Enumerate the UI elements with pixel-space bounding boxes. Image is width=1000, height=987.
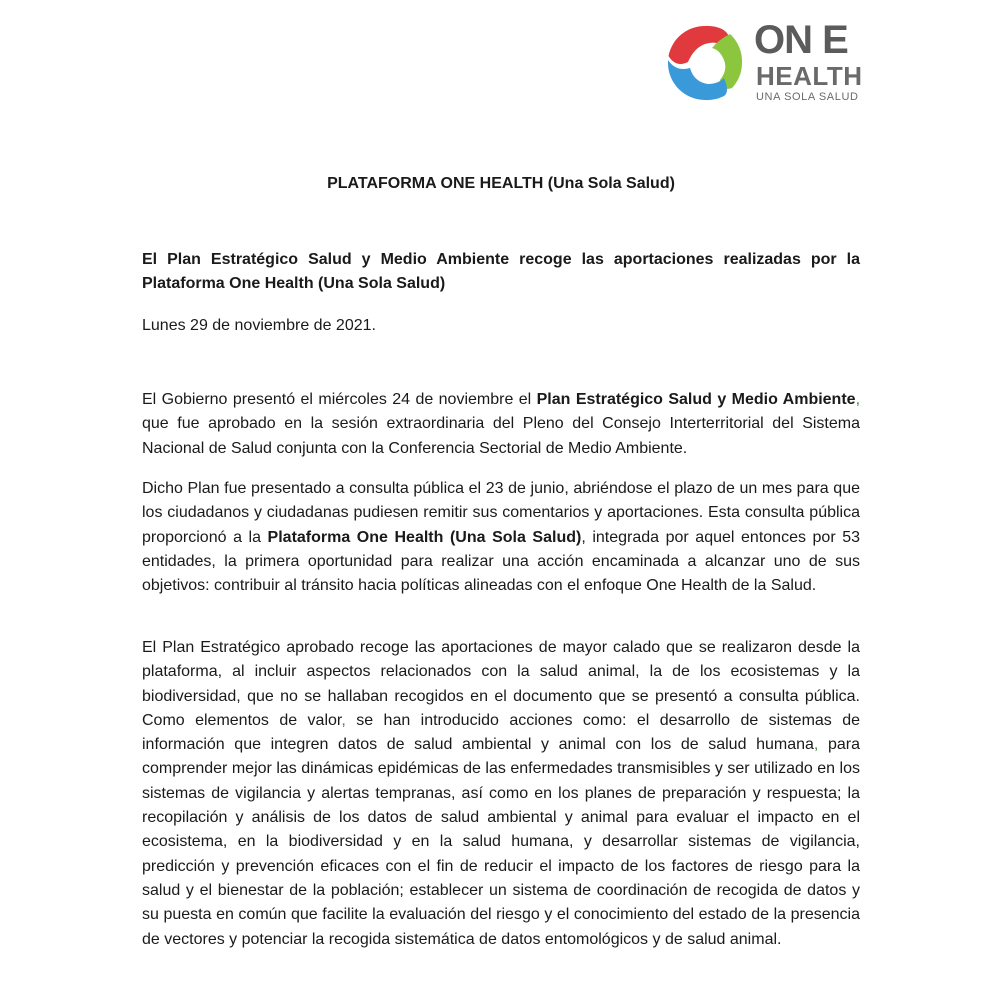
- p1-comma: ,: [855, 391, 861, 408]
- paragraph-3: [142, 636, 860, 952]
- p3-comma-1: ,: [341, 711, 346, 729]
- one-health-logo: [664, 18, 864, 104]
- document-date: Lunes 29 de noviembre de 2021.: [142, 317, 376, 334]
- p1-text-d: que fue aprobado en la sesión extraordinaria del Pleno del Consejo Interterritorial del Sistema Nacional de Salud conjunta con la Conferencia Sectorial de Medio Ambiente.: [142, 415, 860, 457]
- logo-word-sub: UNA SOLA SALUD: [756, 91, 859, 103]
- p2-text-c: , integrada por aquel entonces por 53 entidades, la primera oportunidad para realizar una acción encaminada a alcanzar uno de sus objetivos: contribuir al tránsito hacia políticas alineadas con el enfoque One Health de la Salud.: [142, 528, 861, 595]
- p1-text-a: El Gobierno presentó el miércoles 24 de noviembre el: [142, 391, 537, 408]
- logo-word-one: ON E: [754, 18, 848, 62]
- document-subtitle: El Plan Estratégico Salud y Medio Ambiente recoge las aportaciones realizadas por la Plataforma One Health (Una Sola Salud): [142, 251, 860, 292]
- p2-platform-name: Plataforma One Health (Una Sola Salud): [267, 528, 582, 546]
- one-health-logo-mark-icon: [664, 22, 746, 104]
- document-title: PLATAFORMA ONE HEALTH (Una Sola Salud): [327, 175, 675, 192]
- p2-text-a: Dicho Plan fue presentado a consulta pública el 23 de junio, abriéndose el plazo de un mes para que los ciudadanos y ciudadanas pudiesen remitir sus comentarios y aportaciones. Esta consulta pública proporcionó a la: [142, 480, 860, 546]
- p3-text-c: se han introducido acciones como: el desarrollo de sistemas de información que integren datos de salud ambiental y animal con los de salud humana: [142, 711, 861, 754]
- p3-text-a: El Plan Estratégico aprobado recoge las aportaciones de mayor calado que se realizaron desde la plataforma, al incluir aspectos relacionados con la salud animal, la de los ecosistemas y la biodiversidad, que no se hallaban recogidos en el documento que se presentó a consulta pública. Como elementos de valor: [142, 639, 860, 729]
- p3-text-e: para comprender mejor las dinámicas epidémicas de las enfermedades transmisibles y ser utilizado en los sistemas de vigilancia y alertas tempranas, así como en los planes de preparación y respuesta; la recopilación y análisis de los datos de salud ambiental y animal para evaluar el impacto en el ecosistema, en la biodiversidad y en la salud humana, y desarrollar sistemas de vigilancia, predicción y prevención eficaces con el fin de reducir el impacto de los factores de riesgo para la salud y el bienestar de la población; establecer un sistema de coordinación de recogida de datos y su puesta en común que facilite la evaluación del riesgo y el conocimiento del estado de la presencia de vectores y potenciar la recogida sistemática de datos entomológicos y de salud animal.: [142, 736, 861, 948]
- p1-plan-name: Plan Estratégico Salud y Medio Ambiente: [536, 391, 856, 408]
- paragraph-2: [142, 477, 860, 598]
- p3-comma-2: ,: [813, 736, 819, 754]
- paragraph-1: [142, 388, 860, 461]
- logo-word-health: HEALTH: [756, 61, 863, 91]
